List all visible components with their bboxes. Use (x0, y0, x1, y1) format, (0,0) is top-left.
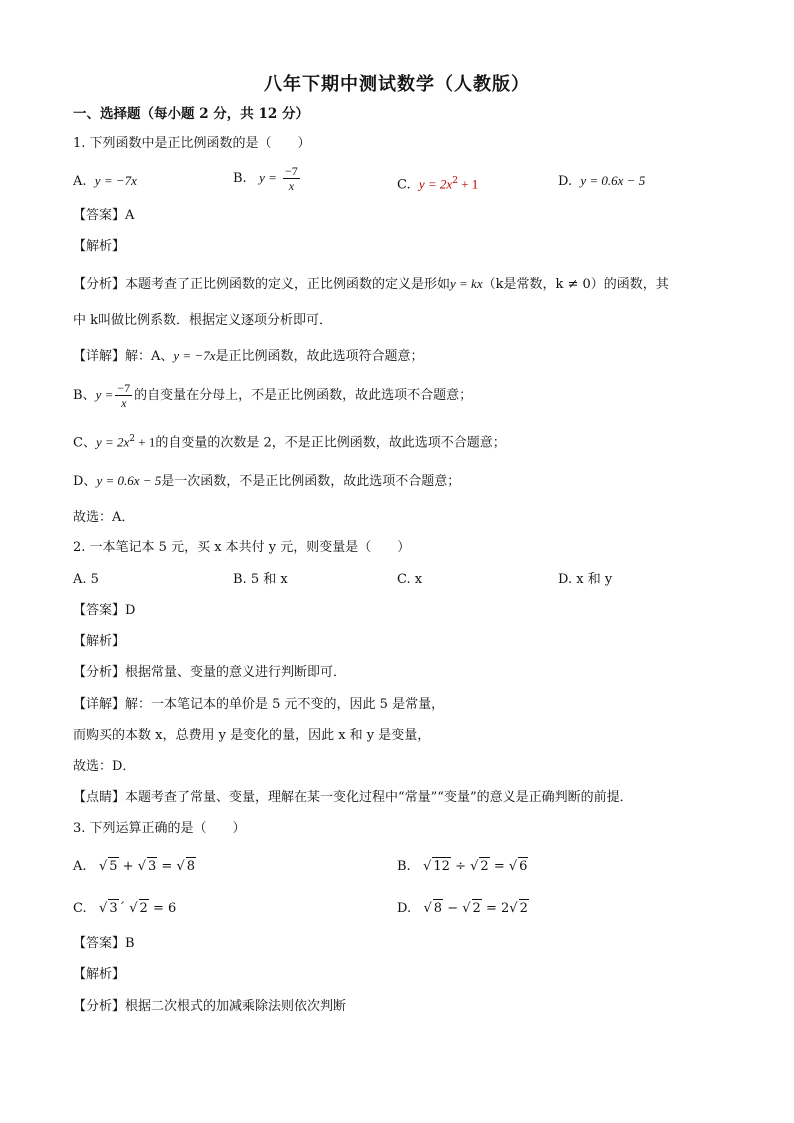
q1-option-c[interactable]: C. $y = 2x^2 + 1$ (397, 176, 479, 193)
q2-option-d[interactable]: D. x 和 y (558, 572, 613, 587)
q3-option-a[interactable]: A. √ 5 + √ 3 = √ 8 (73, 859, 196, 874)
q1-answer: 【答案】A (73, 208, 135, 223)
q1-detail-d: D、y = 0.6x − 5是一次函数，不是正比例函数，故此选项不合题意； (73, 473, 461, 489)
q2-analysis-text: 【分析】根据常量、变量的意义进行判断即可． (73, 665, 347, 680)
q1-option-d[interactable]: D. y = 0.6x − 5 (558, 173, 646, 189)
q3-option-b[interactable]: B. √ 12 ÷ √ 2 = √ 6 (397, 859, 528, 874)
q3-analysis-text: 【分析】根据二次根式的加减乘除法则依次判断 (73, 999, 347, 1014)
q2-stem: 2. 一本笔记本 5 元，买 x 本共付 y 元，则变量是（ ） (73, 540, 411, 555)
q1-analysis-text-1: 【分析】本题考查了正比例函数的定义，正比例函数的定义是形如y = kx（k是常数，k ≠ 0）的函数，其 (73, 276, 669, 292)
q1-detail-c: C、$y = 2x^2 + 1$的自变量的次数是 2，不是正比例函数，故此选项不合题意； (73, 434, 506, 451)
page-title: 八年下期中测试数学（人教版） (264, 74, 530, 95)
section-heading: 一、选择题（每小题 2 分，共 12 分） (73, 106, 309, 122)
q1-detail-a: 【详解】解：A、y = −7x是正比例函数，故此选项符合题意； (73, 348, 424, 364)
q3-option-c[interactable]: C. √ 3´ √ 2 = 6 (73, 901, 177, 916)
q2-option-b[interactable]: B. 5 和 x (233, 572, 288, 587)
q1-detail-b: B、y = $\frac{-7}{x}$ 的自变量在分母上，不是正比例函数，故此选项不合题意； (73, 381, 473, 410)
q1-stem: 1. 下列函数中是正比例函数的是（ ） (73, 136, 311, 151)
q3-analysis-label: 【解析】 (73, 967, 126, 982)
q2-comment: 【点睛】本题考查了常量、变量，理解在某一变化过程中“常量”“变量”的意义是正确判断的前提． (73, 790, 633, 805)
q3-option-d[interactable]: D. √ 8 − √ 2 = 2√ 2 (397, 901, 528, 916)
q1-option-b-fraction: $\frac{-7}{x}$ (285, 164, 298, 193)
q2-answer: 【答案】D (73, 603, 136, 618)
q2-option-a[interactable]: A. 5 (73, 572, 99, 587)
q1-analysis-text-2: 中 k叫做比例系数．根据定义逐项分析即可． (73, 313, 333, 328)
q2-option-c[interactable]: C. x (397, 572, 423, 587)
q2-detail-1: 【详解】解：一本笔记本的单价是 5 元不变的，因此 5 是常量， (73, 697, 445, 712)
q2-choice: 故选：D． (73, 759, 136, 774)
q1-analysis-label: 【解析】 (73, 239, 126, 254)
q1-option-b[interactable]: B. y = $\frac{-7}{x}$ (233, 164, 298, 193)
q1-choice: 故选：A． (73, 510, 135, 525)
q1-option-a-math: y = −7x (94, 173, 137, 188)
q3-answer: 【答案】B (73, 936, 135, 951)
q1-option-a[interactable]: A. y = −7x (73, 173, 137, 189)
q2-analysis-label: 【解析】 (73, 634, 126, 649)
q2-detail-2: 而购买的本数 x，总费用 y 是变化的量，因此 x 和 y 是变量， (73, 728, 431, 743)
q3-stem: 3. 下列运算正确的是（ ） (73, 821, 246, 836)
